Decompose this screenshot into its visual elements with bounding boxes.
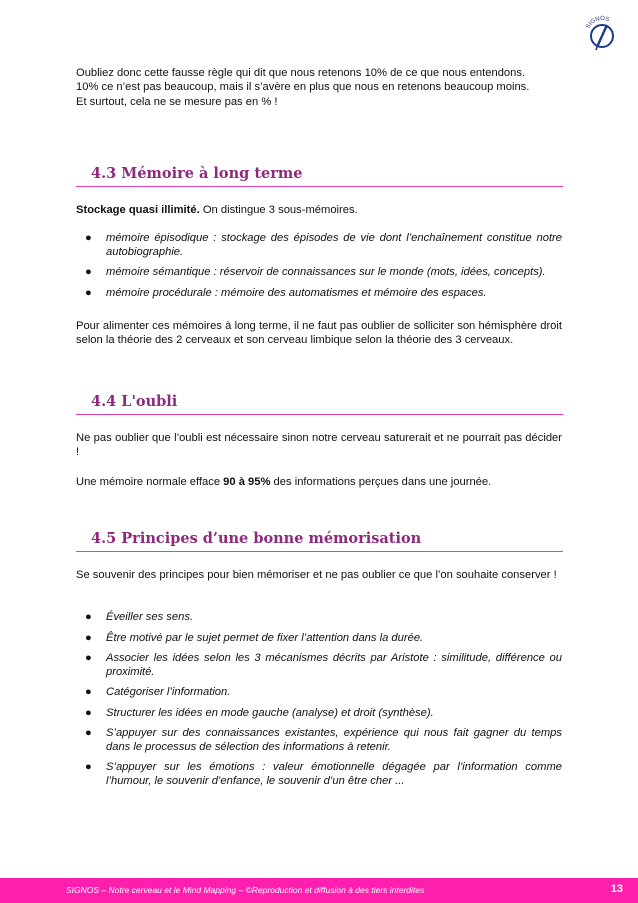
bullet-icon: ● (85, 611, 92, 623)
list-item: ● mémoire procédurale : mémoire des automatismes et mémoire des espaces. (85, 286, 487, 299)
intro-line-1: Oubliez donc cette fausse règle qui dit que nous retenons 10% de ce que nous entendons. (76, 67, 526, 79)
section-rule-4-4 (76, 414, 563, 415)
page-number: 13 (610, 883, 623, 895)
logo-text: SIGNOS (585, 15, 610, 30)
bullet-icon: ● (85, 727, 92, 739)
s43-lead-rest: On distingue 3 sous-mémoires. (199, 204, 358, 216)
bullet-icon: ● (85, 266, 92, 278)
s43-closing: Pour alimenter ces mémoires à long terme, il ne faut pas oublier de solliciter son hémisphère droit selon la théorie des 2 cerveaux et son cerveau limbique selon la théorie des 3 cerveaux. (76, 320, 562, 347)
s44-paragraph-2: Une mémoire normale efface 90 à 95% des informations perçues dans une journée. (76, 476, 492, 488)
section-rule-4-5 (76, 551, 563, 552)
s45-principles-list (76, 611, 562, 788)
list-item: ● mémoire épisodique : stockage des épisodes de vie dont l’enchaînement constitue notre autobiographie. (85, 232, 562, 258)
list-item: ● mémoire sémantique : réservoir de connaissances sur le monde (mots, idées, concepts). (85, 266, 546, 278)
list-item: ● S’appuyer sur les émotions : valeur émotionnelle dégagée par l’information comme l’humour, le souvenir d’enfance, le souvenir d’un être cher ... (85, 761, 562, 787)
section-heading-4-3: 4.3 Mémoire à long terme (91, 165, 303, 182)
list-item: ● Éveiller ses sens. (85, 611, 194, 623)
list-item: ● Catégoriser l’information. (85, 686, 231, 698)
bullet-icon: ● (85, 232, 92, 244)
page-footer (0, 878, 638, 903)
s43-memory-list (76, 232, 562, 300)
list-item: ● Structurer les idées en mode gauche (analyse) et droit (synthèse). (85, 706, 434, 719)
s43-lead (76, 203, 562, 217)
bullet-icon: ● (85, 706, 92, 719)
s44-paragraph-1: Ne pas oublier que l’oubli est nécessaire sinon notre cerveau saturerait et ne pourrait pas décider ! (76, 432, 562, 459)
footer-copyright: SIGNOS – Notre cerveau et le Mind Mapping – ©Reproduction et diffusion à des tiers interdites (66, 885, 425, 895)
section-heading-4-5: 4.5 Principes d’une bonne mémorisation (91, 530, 422, 547)
section-rule-4-3 (76, 186, 563, 187)
list-item: ● S’appuyer sur des connaissances existantes, expérience qui nous fait gagner du temps dans le processus de sélection des informations à retenir. (85, 727, 562, 753)
intro-line-3: Et surtout, cela ne se mesure pas en % ! (76, 95, 278, 108)
intro-line-2: 10% ce n’est pas beaucoup, mais il s’avère en plus que nous en retenons beaucoup moins. (76, 81, 530, 94)
bullet-icon: ● (85, 286, 92, 299)
list-item: ● Être motivé par le sujet permet de fixer l’attention dans la durée. (85, 631, 424, 644)
bullet-icon: ● (85, 652, 92, 664)
bullet-icon: ● (85, 761, 92, 773)
intro-paragraph (76, 66, 562, 109)
list-item: ● Associer les idées selon les 3 mécanismes décrits par Aristote : similitude, différence ou proximité. (85, 652, 562, 678)
bullet-icon: ● (85, 686, 92, 698)
signos-logo (580, 10, 624, 54)
bullet-icon: ● (85, 631, 92, 644)
section-heading-4-4: 4.4 L'oubli (91, 393, 178, 410)
s44-stat: 90 à 95% (223, 476, 271, 488)
s45-paragraph: Se souvenir des principes pour bien mémoriser et ne pas oublier ce que l’on souhaite conserver ! (76, 569, 557, 581)
s43-lead-bold: Stockage quasi illimité. (76, 204, 200, 216)
